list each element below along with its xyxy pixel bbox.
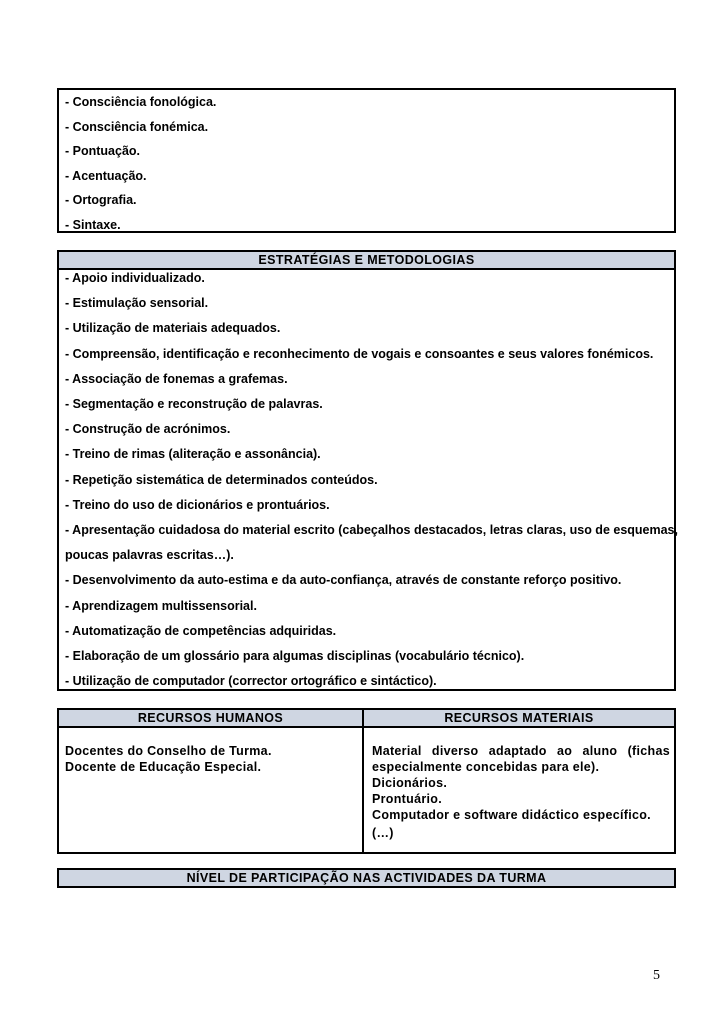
list-item: Docentes do Conselho de Turma. — [65, 744, 272, 758]
list-item: - Acentuação. — [65, 169, 147, 183]
human-resources-header: RECURSOS HUMANOS — [57, 708, 364, 728]
resources-divider — [362, 728, 364, 852]
list-item: Computador e software didáctico específico. — [372, 808, 651, 822]
list-item: - Associação de fonemas a grafemas. — [65, 372, 288, 386]
list-item: Prontuário. — [372, 792, 442, 806]
list-item: - Treino de rimas (aliteração e assonância). — [65, 447, 321, 461]
list-item: - Estimulação sensorial. — [65, 296, 209, 310]
competencies-box — [57, 88, 676, 233]
list-item: Material diverso adaptado ao aluno (fichas especialmente concebidas para ele). — [372, 744, 670, 774]
list-item: - Consciência fonológica. — [65, 95, 217, 109]
list-item: - Desenvolvimento da auto-estima e da auto-confiança, através de constante reforço positivo. — [65, 573, 622, 587]
material-resources-list — [372, 743, 670, 841]
list-item: - Compreensão, identificação e reconhecimento de vogais e consoantes e seus valores fonémicos. — [65, 347, 654, 361]
list-item: poucas palavras escritas…). — [65, 548, 234, 562]
participation-header: NÍVEL DE PARTICIPAÇÃO NAS ACTIVIDADES DA TURMA — [57, 868, 676, 888]
list-item: - Consciência fonémica. — [65, 120, 209, 134]
list-item: - Utilização de materiais adequados. — [65, 321, 281, 335]
resources-box — [57, 726, 676, 854]
list-item: - Utilização de computador (corrector ortográfico e sintáctico). — [65, 674, 437, 688]
list-item: - Apresentação cuidadosa do material escrito (cabeçalhos destacados, letras claras, uso de esquemas, — [65, 523, 678, 537]
list-item: - Elaboração de um glossário para algumas disciplinas (vocabulário técnico). — [65, 649, 525, 663]
list-item: - Automatização de competências adquiridas. — [65, 624, 337, 638]
list-item: - Segmentação e reconstrução de palavras. — [65, 397, 323, 411]
list-item: - Repetição sistemática de determinados conteúdos. — [65, 473, 378, 487]
page-number: 5 — [653, 968, 660, 983]
list-item: - Construção de acrónimos. — [65, 422, 231, 436]
list-item: Docente de Educação Especial. — [65, 760, 262, 774]
list-item: - Ortografia. — [65, 193, 137, 207]
material-resources-header: RECURSOS MATERIAIS — [362, 708, 676, 728]
list-item: - Pontuação. — [65, 144, 141, 158]
list-item: - Treino do uso de dicionários e prontuários. — [65, 498, 330, 512]
list-item: - Sintaxe. — [65, 218, 121, 232]
strategies-box — [57, 268, 676, 691]
strategies-header: ESTRATÉGIAS E METODOLOGIAS — [57, 250, 676, 270]
human-resources-list — [65, 743, 355, 775]
list-item: - Apoio individualizado. — [65, 271, 205, 285]
list-item: - Aprendizagem multissensorial. — [65, 599, 257, 613]
list-item: Dicionários. — [372, 776, 448, 790]
list-item: (…) — [372, 826, 394, 840]
